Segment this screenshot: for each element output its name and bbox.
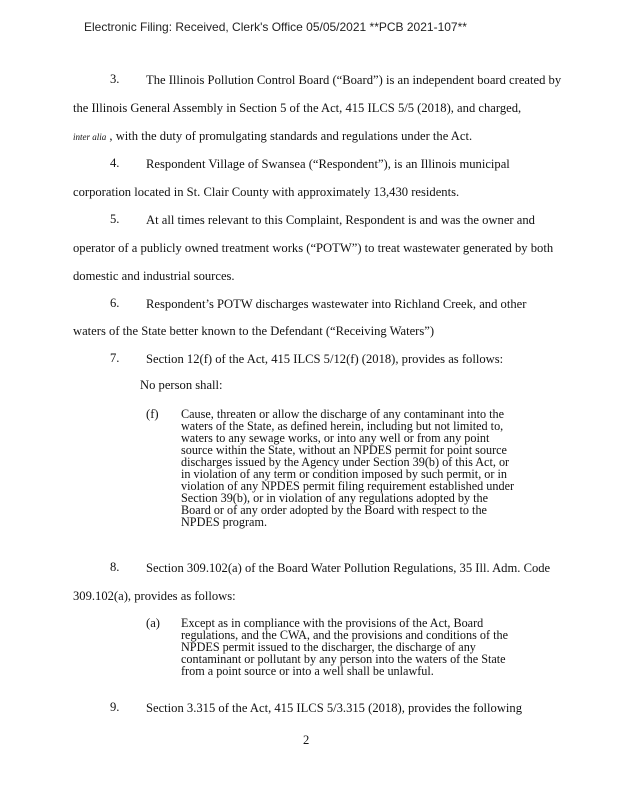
quote-line: NPDES program. [181,515,267,529]
quote-line: waters to any sewage works, or into any well or from any point [181,431,490,445]
paragraph-5-line-2: operator of a publicly owned treatment works (“POTW”) to treat wastewater generated by both [73,241,554,255]
paragraph-number: 5. [110,212,120,226]
quote-label: (f) [146,407,159,421]
quote-line: discharges issued by the Agency under Section 39(b) of this Act, or [181,455,510,469]
page-number: 2 [303,733,310,747]
paragraph-9-line-1: Section 3.315 of the Act, 415 ILCS 5/3.315 (2018), provides the following [146,701,523,715]
filing-stamp-header: Electronic Filing: Received, Clerk's Office 05/05/2021 **PCB 2021-107** [84,20,467,34]
paragraph-number: 4. [110,156,120,170]
paragraph-number: 9. [110,700,120,714]
quote-line: contaminant or pollutant by any person into the waters of the State [181,652,506,666]
quote-line: waters of the State, as defined herein, including but not limited to, [181,419,504,433]
paragraph-number: 6. [110,296,120,310]
paragraph-3-line-2: the Illinois General Assembly in Section 5 of the Act, 415 ILCS 5/5 (2018), and charged, [73,101,522,115]
paragraph-4-line-1: Respondent Village of Swansea (“Respondent”), is an Illinois municipal [146,157,510,171]
paragraph-5-line-3: domestic and industrial sources. [73,269,235,283]
quote-line: regulations, and the CWA, and the provisions and conditions of the [181,628,508,642]
paragraph-number: 8. [110,560,120,574]
paragraph-7-line-1: Section 12(f) of the Act, 415 ILCS 5/12(f) (2018), provides as follows: [146,352,504,366]
paragraph-3-line-3: inter alia , with the duty of promulgating standards and regulations under the Act. [73,129,473,143]
paragraph-4-line-2: corporation located in St. Clair County with approximately 13,430 residents. [73,185,460,199]
paragraph-5-line-1: At all times relevant to this Complaint, Respondent is and was the owner and [146,213,535,227]
no-person-shall-heading: No person shall: [140,378,223,392]
paragraph-6-line-2: waters of the State better known to the Defendant (“Receiving Waters”) [73,324,435,338]
quote-line: from a point source or into a well shall be unlawful. [181,664,434,678]
paragraph-number: 7. [110,351,120,365]
paragraph-6-line-1: Respondent’s POTW discharges wastewater into Richland Creek, and other [146,297,527,311]
quote-line: NPDES permit issued to the discharger, the discharge of any [181,640,476,654]
paragraph-8-line-2: 309.102(a), provides as follows: [73,589,236,603]
quote-line: Board or of any order adopted by the Board with respect to the [181,503,487,517]
italic-term: inter alia [73,132,107,142]
paragraph-8-line-1: Section 309.102(a) of the Board Water Pollution Regulations, 35 Ill. Adm. Code [146,561,551,575]
quote-line: Cause, threaten or allow the discharge of any contaminant into the [181,407,504,421]
quote-line: in violation of any term or condition imposed by such permit, or in [181,467,507,481]
paragraph-number: 3. [110,72,120,86]
quote-line: violation of any NPDES permit filing requirement established under [181,479,515,493]
quote-label: (a) [146,616,160,630]
quote-line: source within the State, without an NPDES permit for point source [181,443,507,457]
paragraph-3-line-1: The Illinois Pollution Control Board (“Board”) is an independent board created by [146,73,562,87]
quote-line: Except as in compliance with the provisions of the Act, Board [181,616,484,630]
quote-line: Section 39(b), or in violation of any regulations adopted by the [181,491,488,505]
